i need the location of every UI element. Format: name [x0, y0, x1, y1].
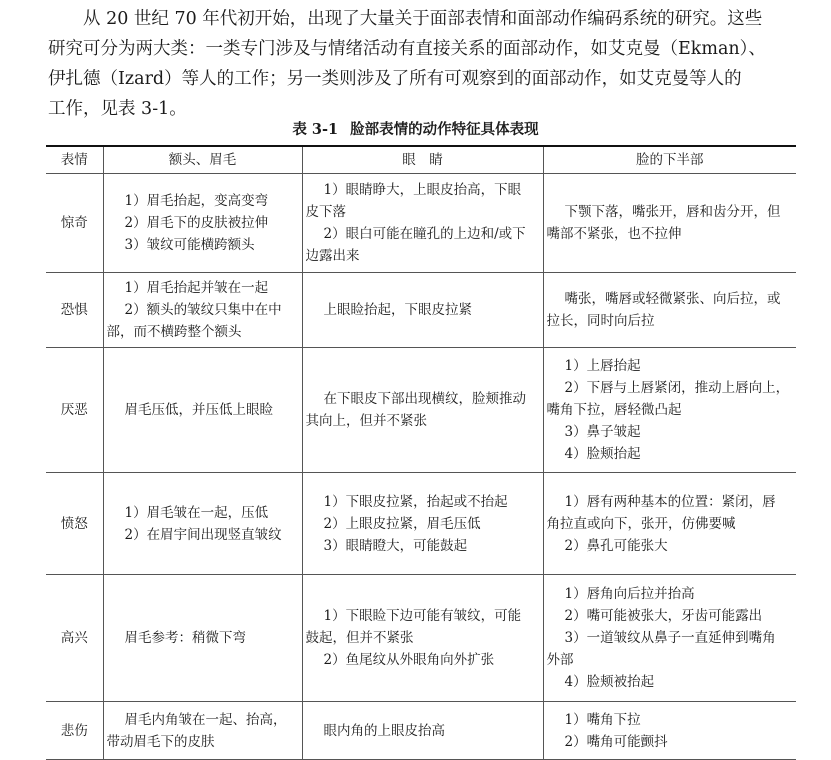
brow-cell — [103, 702, 302, 760]
emotion-cell: 悲伤 — [46, 702, 103, 760]
cell-line: 角拉直或向下，张开，仿佛要喊 — [546, 515, 736, 532]
intro-line-4: 工作，见表 3-1。 — [48, 99, 187, 119]
cell-line: 拉长，同时向后拉 — [546, 313, 655, 329]
cell-line: 上眼睑抬起，下眼皮拉紧 — [323, 302, 472, 318]
brow-cell — [103, 174, 302, 273]
cell-line: 4）脸颊抬起 — [564, 446, 641, 462]
table-row — [46, 575, 796, 702]
brow-cell — [103, 348, 302, 473]
cell-line: 2）下唇与上唇紧闭，推动上唇向上， — [564, 380, 790, 396]
cell-line: 1）唇角向后拉并抬高 — [564, 586, 695, 602]
lower-face-cell — [543, 348, 796, 473]
cell-line: 2）鼻孔可能张大 — [564, 537, 668, 554]
emotion-cell: 愤怒 — [46, 473, 103, 575]
cell-line: 1）眼睛睁大，上眼皮抬高，下眼 — [323, 182, 522, 198]
cell-line: 其向上，但并不紧张 — [305, 413, 427, 429]
eyes-cell — [302, 575, 543, 702]
brow-cell — [103, 473, 302, 575]
cell-line: 1）眉毛皱在一起，压低 — [124, 504, 269, 521]
cell-line: 边露出来 — [305, 248, 360, 264]
cell-line: 眉毛参考：稍微下弯 — [124, 630, 246, 646]
eyes-cell — [302, 473, 543, 575]
cell-line: 1）唇有两种基本的位置：紧闭，唇 — [564, 493, 776, 510]
eyes-cell — [302, 348, 543, 473]
cell-line: 下颚下落，嘴张开，唇和齿分开，但 — [564, 204, 781, 220]
cell-line: 嘴角下拉，唇轻微凸起 — [546, 402, 682, 418]
cell-line: 3）眼睛瞪大，可能鼓起 — [323, 537, 468, 554]
table-header-row — [46, 146, 796, 174]
table-caption — [0, 118, 831, 139]
cell-line: 3）一道皱纹从鼻子一直延伸到嘴角 — [564, 630, 776, 646]
cell-line: 嘴部不紧张，也不拉伸 — [546, 226, 682, 242]
intro-line-1: 从 20 世纪 70 年代初开始，出现了大量关于面部表情和面部动作编码系统的研究。这些 — [83, 9, 763, 29]
intro-line-3: 伊扎德（Izard）等人的工作；另一类则涉及了所有可观察到的面部动作，如艾克曼等人的 — [48, 69, 742, 89]
table-row — [46, 702, 796, 760]
table-row — [46, 348, 796, 473]
cell-line: 1）眉毛抬起，变高变弯 — [124, 193, 269, 209]
cell-line: 1）眉毛抬起并皱在一起 — [124, 280, 269, 296]
lower-face-cell — [543, 273, 796, 348]
cell-line: 带动眉毛下的皮肤 — [106, 733, 215, 750]
emotion-cell: 高兴 — [46, 575, 103, 702]
table-caption-title: 脸部表情的动作特征具体表现 — [350, 121, 539, 138]
lower-face-cell — [543, 575, 796, 702]
cell-line: 鼓起，但并不紧张 — [305, 630, 414, 646]
cell-line: 皮下落 — [305, 204, 346, 220]
table-row — [46, 473, 796, 575]
cell-line: 部，而不横跨整个额头 — [106, 324, 242, 340]
eyes-cell — [302, 174, 543, 273]
cell-line: 眉毛内角皱在一起、抬高， — [124, 711, 287, 728]
cell-line: 1）下眼睑下边可能有皱纹，可能 — [323, 608, 522, 624]
header-eyes: 眼 睛 — [302, 146, 543, 174]
cell-line: 2）鱼尾纹从外眼角向外扩张 — [323, 652, 495, 668]
eyes-cell — [302, 702, 543, 760]
cell-line: 眉毛压低，并压低上眼睑 — [124, 402, 273, 418]
emotion-cell: 惊奇 — [46, 174, 103, 273]
intro-paragraph — [48, 4, 808, 124]
cell-line: 2）眉毛下的皮肤被拉伸 — [124, 215, 269, 231]
cell-line: 1）下眼皮拉紧，抬起或不抬起 — [323, 493, 508, 510]
header-emotion: 表情 — [46, 146, 103, 174]
cell-line: 在下眼皮下部出现横纹，脸颊推动 — [323, 391, 526, 407]
table-row — [46, 174, 796, 273]
cell-line: 2）嘴可能被张大，牙齿可能露出 — [564, 608, 763, 624]
table-row — [46, 273, 796, 348]
cell-line: 外部 — [546, 652, 574, 668]
cell-line: 3）鼻子皱起 — [564, 424, 641, 440]
table-caption-number: 表 3-1 — [292, 121, 339, 138]
eyes-cell — [302, 273, 543, 348]
header-lower-face: 脸的下半部 — [543, 146, 796, 174]
cell-line: 4）脸颊被抬起 — [564, 674, 655, 690]
lower-face-cell — [543, 473, 796, 575]
cell-line: 嘴张，嘴唇或轻微紧张、向后拉，或 — [564, 291, 781, 307]
facial-expression-table — [46, 145, 796, 760]
lower-face-cell — [543, 702, 796, 760]
cell-line: 3）皱纹可能横跨额头 — [124, 237, 255, 253]
intro-line-2: 研究可分为两大类：一类专门涉及与情绪活动有直接关系的面部动作，如艾克曼（Ekman）、 — [48, 39, 766, 59]
cell-line: 2）上眼皮拉紧，眉毛压低 — [323, 515, 481, 532]
brow-cell — [103, 273, 302, 348]
lower-face-cell — [543, 174, 796, 273]
brow-cell — [103, 575, 302, 702]
cell-line: 2）嘴角可能颤抖 — [564, 733, 668, 750]
header-brow: 额头、眉毛 — [103, 146, 302, 174]
cell-line: 眼内角的上眼皮抬高 — [323, 722, 445, 739]
cell-line: 2）眼白可能在瞳孔的上边和/或下 — [323, 226, 526, 242]
cell-line: 2）在眉宇间出现竖直皱纹 — [124, 526, 282, 543]
cell-line: 2）额头的皱纹只集中在中 — [124, 302, 282, 318]
cell-line: 1）上唇抬起 — [564, 358, 641, 374]
emotion-cell: 恐惧 — [46, 273, 103, 348]
emotion-cell: 厌恶 — [46, 348, 103, 473]
cell-line: 1）嘴角下拉 — [564, 711, 641, 728]
